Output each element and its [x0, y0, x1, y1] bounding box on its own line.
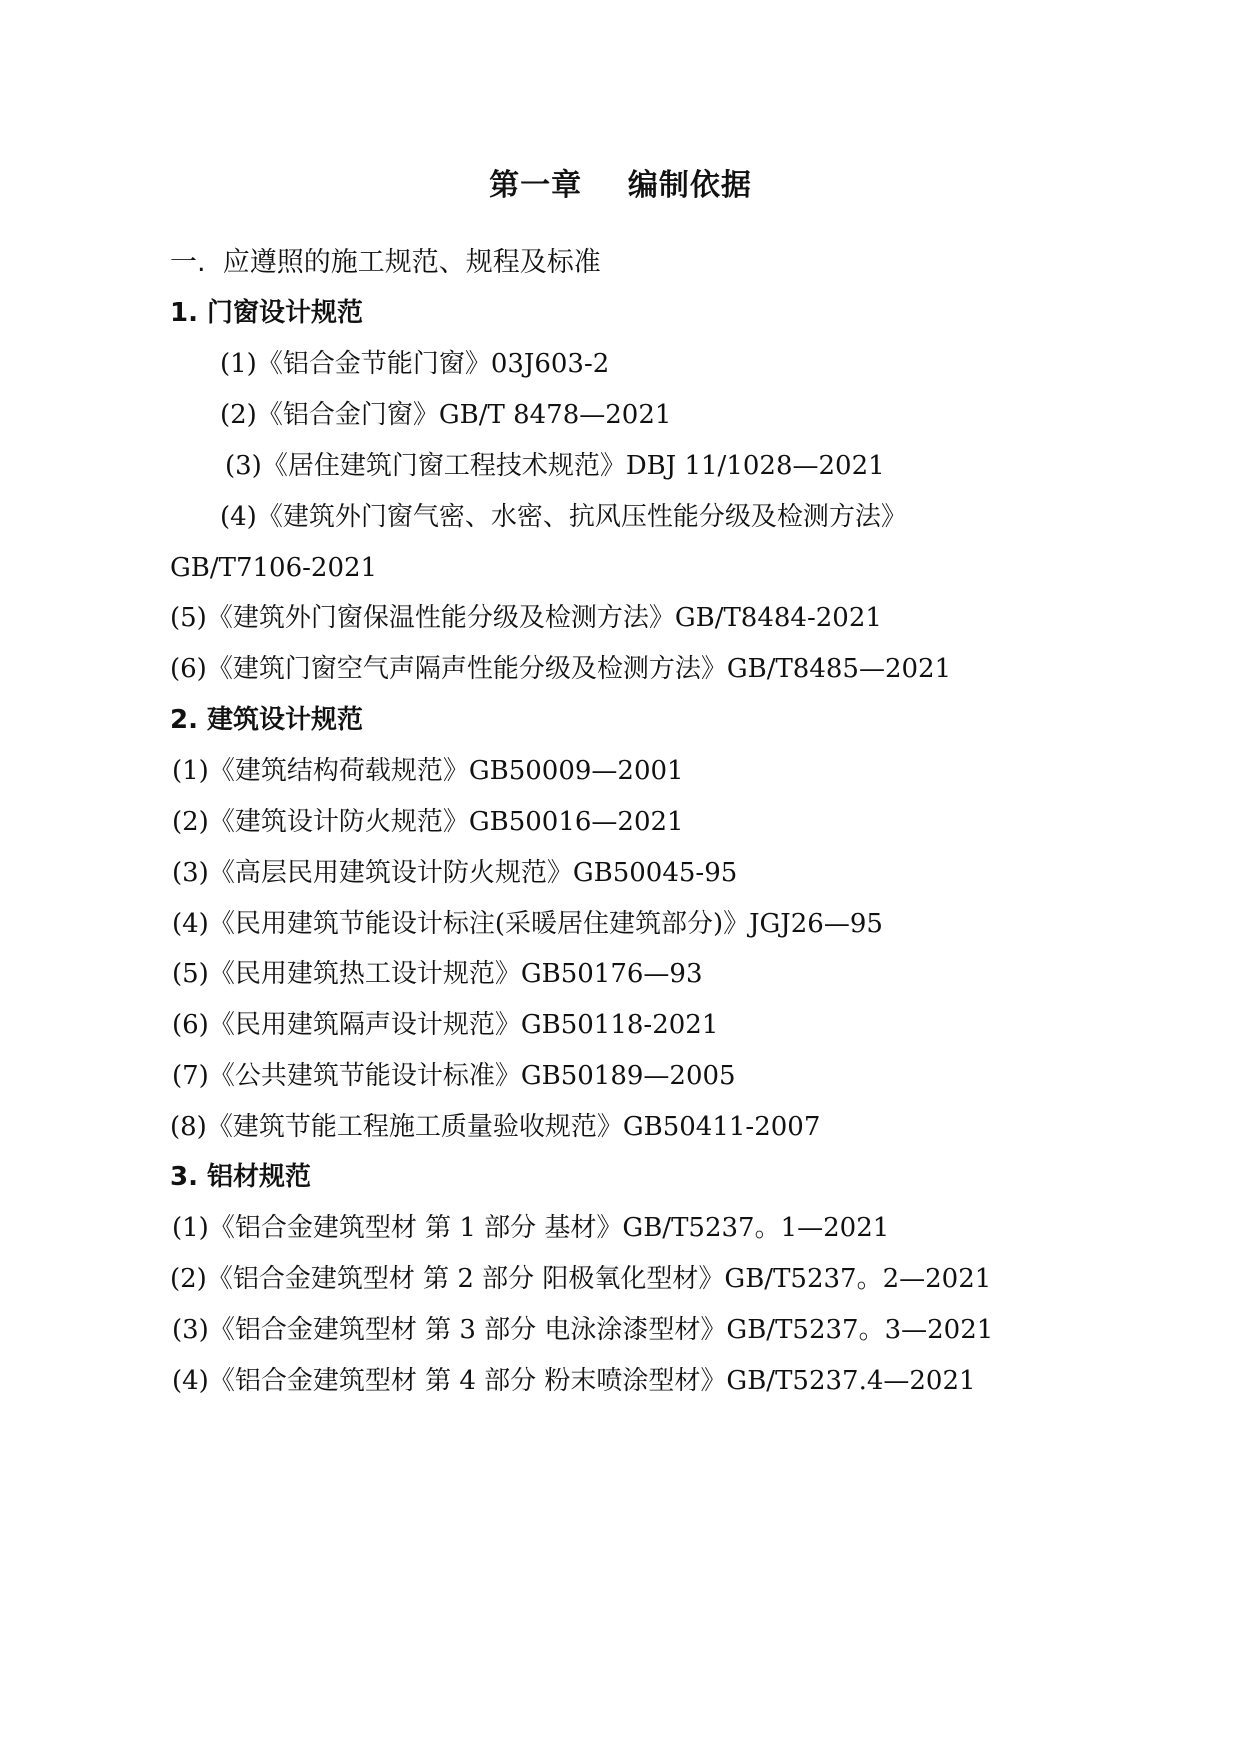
list-item: (7)《公共建筑节能设计标准》GB50189—2005: [172, 1061, 736, 1091]
list-item: (2)《铝合金建筑型材 第 2 部分 阳极氧化型材》GB/T5237。2—2021: [170, 1264, 992, 1294]
list-item: (3)《高层民用建筑设计防火规范》GB50045-95: [172, 858, 738, 888]
list-item: (4)《建筑外门窗气密、水密、抗风压性能分级及检测方法》: [220, 502, 907, 532]
subsection-heading-door-window: 1. 门窗设计规范: [170, 298, 364, 328]
list-item: (1)《建筑结构荷载规范》GB50009—2001: [172, 756, 684, 786]
list-item: (8)《建筑节能工程施工质量验收规范》GB50411-2007: [170, 1112, 821, 1142]
list-item: (1)《铝合金建筑型材 第 1 部分 基材》GB/T5237。1—2021: [172, 1213, 890, 1243]
list-item: (2)《建筑设计防火规范》GB50016—2021: [172, 807, 684, 837]
section-heading: 一. 应遵照的施工规范、规程及标准: [170, 247, 601, 278]
list-item: (2)《铝合金门窗》GB/T 8478—2021: [220, 400, 672, 430]
subsection-heading-aluminum: 3. 铝材规范: [170, 1162, 312, 1192]
list-item: (5)《建筑外门窗保温性能分级及检测方法》GB/T8484-2021: [170, 603, 882, 633]
list-item: (6)《民用建筑隔声设计规范》GB50118-2021: [172, 1010, 719, 1040]
list-item: (1)《铝合金节能门窗》03J603-2: [220, 349, 610, 379]
subsection-heading-building-design: 2. 建筑设计规范: [170, 705, 364, 735]
list-item: (4)《民用建筑节能设计标注(采暖居住建筑部分)》JGJ26—95: [172, 909, 883, 939]
list-item: (4)《铝合金建筑型材 第 4 部分 粉末喷涂型材》GB/T5237.4—2021: [172, 1366, 976, 1396]
list-item: (3)《居住建筑门窗工程技术规范》DBJ 11/1028—2021: [225, 451, 885, 481]
list-item: (3)《铝合金建筑型材 第 3 部分 电泳涂漆型材》GB/T5237。3—2021: [172, 1315, 994, 1345]
list-item: GB/T7106-2021: [170, 553, 378, 583]
list-item: (5)《民用建筑热工设计规范》GB50176—93: [172, 959, 703, 989]
chapter-title: 第一章 编制依据: [489, 168, 752, 203]
list-item: (6)《建筑门窗空气声隔声性能分级及检测方法》GB/T8485—2021: [170, 654, 952, 684]
